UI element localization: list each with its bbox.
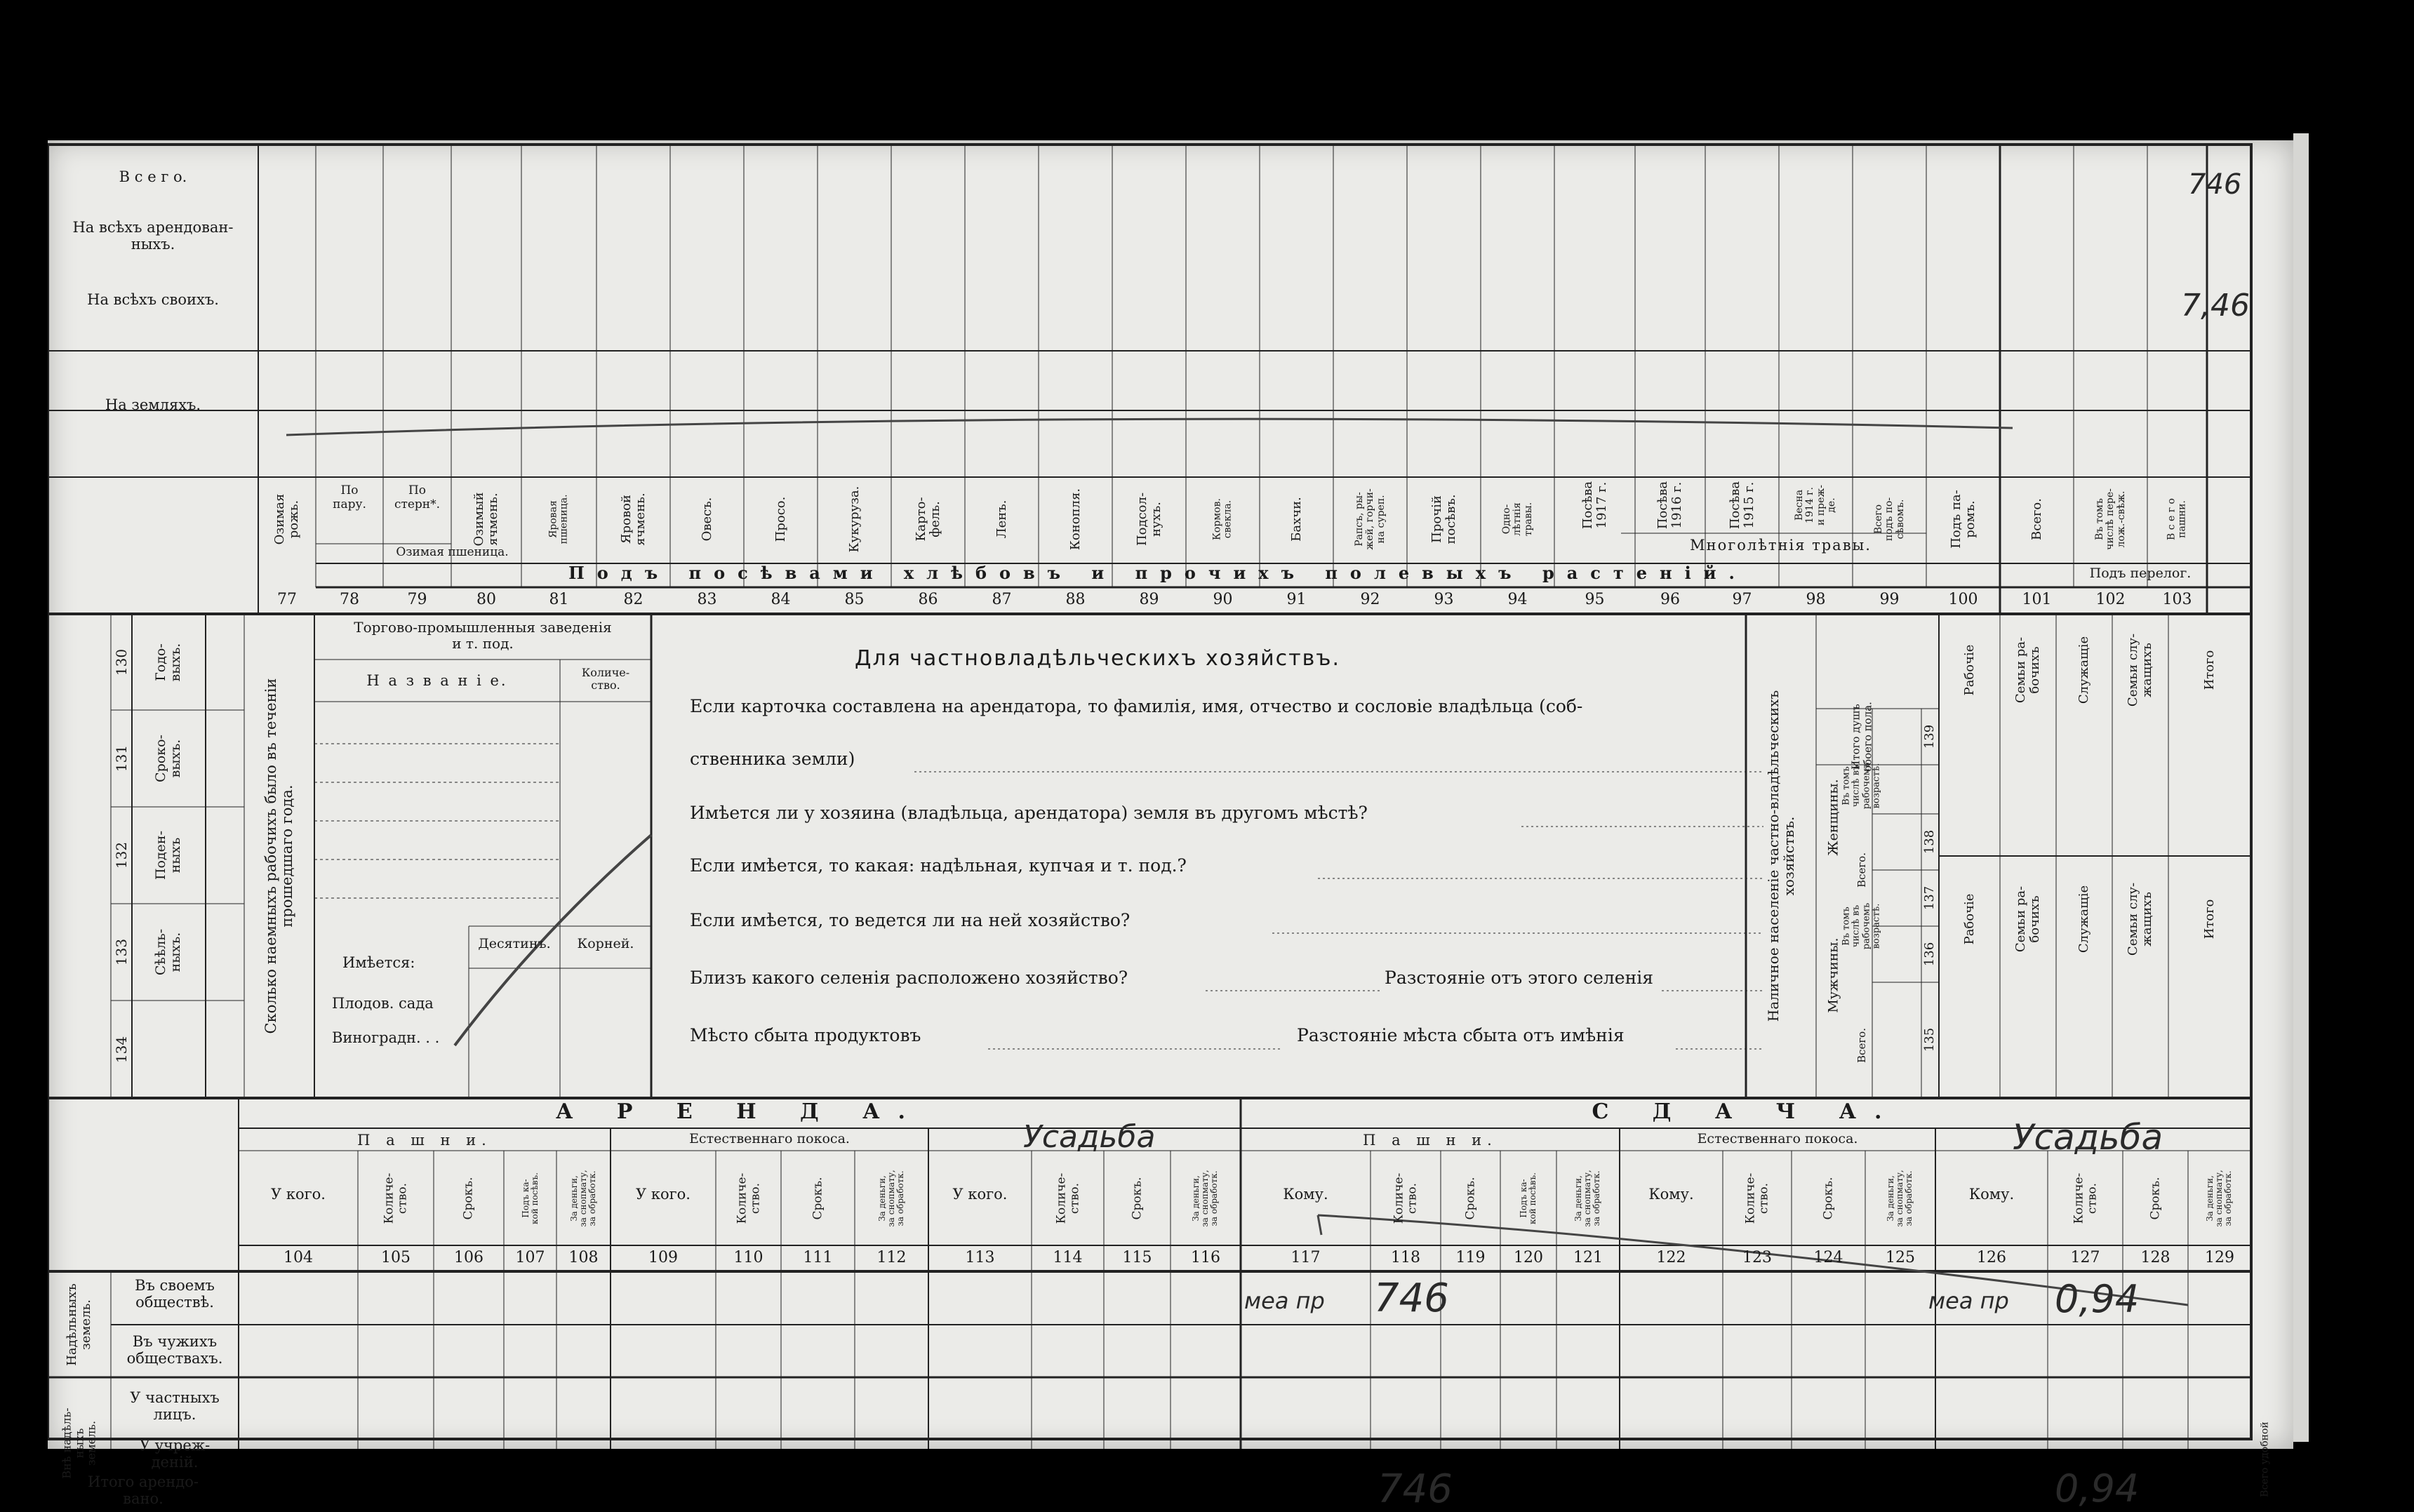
question-other-land: Имѣется ли у хозяина (владѣльца, арендатора) земля въ другомъ мѣстѣ? bbox=[690, 803, 1368, 823]
top-col-number-91: 91 bbox=[1286, 591, 1307, 608]
bottom-col-number-128: 128 bbox=[2140, 1249, 2170, 1266]
bottom-col-number-108: 108 bbox=[568, 1249, 599, 1266]
top-col-number-103: 103 bbox=[2162, 591, 2192, 608]
bottom-col-number-104: 104 bbox=[284, 1249, 313, 1266]
trade-header: Торгово-промышленныя заведенія и т. под. bbox=[354, 619, 612, 652]
staff-col-bottom-2: Служащіе bbox=[2076, 885, 2092, 954]
top-col-header-95: Посѣва 1917 г. bbox=[1580, 481, 1609, 530]
sdacha-pokos: Естественнаго покоса. bbox=[1697, 1131, 1858, 1146]
hand-total-746: 746 bbox=[2188, 168, 2242, 201]
bottom-col-number-122: 122 bbox=[1656, 1249, 1686, 1266]
vineyard-label: Виноградн. . . bbox=[332, 1029, 440, 1046]
top-col-number-90: 90 bbox=[1213, 591, 1233, 608]
vne-group-label: Внѣ надѣль- ныхъ земель. bbox=[60, 1407, 98, 1479]
row-own-society: Въ своемъ обществѣ. bbox=[135, 1277, 215, 1311]
arenda-pashni: П а ш н и. bbox=[357, 1132, 492, 1149]
has-label: Имѣется: bbox=[342, 954, 415, 971]
crops-band: Подъ посѣвами хлѣбовъ и прочихъ полевыхъ растеній. bbox=[568, 563, 1747, 583]
census-card bbox=[48, 140, 2293, 1512]
hired-col-label-132: Поден- ныхъ bbox=[153, 830, 183, 881]
bottom-col-header-106: Срокъ. bbox=[461, 1177, 476, 1220]
row-label-total: В с е г о. bbox=[119, 168, 187, 185]
top-col-header-86: Карто- фель. bbox=[913, 497, 942, 542]
bottom-col-header-128: Срокъ. bbox=[2148, 1177, 2163, 1220]
row-label-rented: На всѣхъ арендован- ныхъ. bbox=[72, 219, 234, 253]
qty-header: Количе- ство. bbox=[581, 666, 630, 693]
population-number-137: 137 bbox=[1922, 885, 1938, 911]
hired-col-number-133: 133 bbox=[113, 938, 130, 966]
roots-header: Корней. bbox=[577, 936, 634, 951]
top-col-header-91: Бахчи. bbox=[1288, 497, 1304, 542]
women-total-label: Всего. bbox=[1855, 852, 1868, 888]
page-edge bbox=[2293, 133, 2309, 1442]
hired-col-number-130: 130 bbox=[113, 648, 130, 676]
staff-col-top-1: Семьи ра- бочихъ bbox=[2013, 636, 2042, 704]
population-number-136: 136 bbox=[1922, 942, 1938, 967]
staff-col-top-3: Семьи слу- жащихъ bbox=[2126, 633, 2154, 707]
staff-col-top-0: Рабочіе bbox=[1961, 644, 1977, 696]
top-col-number-79: 79 bbox=[407, 591, 427, 608]
men-label: Мужчины. bbox=[1825, 937, 1841, 1013]
row-label-own: На всѣхъ своихъ. bbox=[87, 291, 219, 308]
question-land-type: Если имѣется, то какая: надѣльная, купчая и т. под.? bbox=[690, 855, 1187, 876]
bottom-col-header-117: Кому. bbox=[1283, 1186, 1328, 1203]
bottom-col-number-107: 107 bbox=[515, 1249, 545, 1266]
top-col-number-92: 92 bbox=[1360, 591, 1380, 608]
bottom-col-header-124: Срокъ. bbox=[1821, 1177, 1836, 1220]
row-institutions: У учреж- деній. bbox=[139, 1437, 211, 1471]
top-col-header-77: Озимая рожь. bbox=[272, 493, 301, 545]
bottom-col-number-114: 114 bbox=[1053, 1249, 1083, 1266]
arenda-pokos: Естественнаго покоса. bbox=[689, 1131, 850, 1146]
staff-col-bottom-1: Семьи ра- бочихъ bbox=[2013, 885, 2042, 953]
bottom-col-number-118: 118 bbox=[1391, 1249, 1420, 1266]
top-col-number-85: 85 bbox=[844, 591, 865, 608]
bottom-col-header-120: Подъ ка- кой посѣвъ. bbox=[1518, 1172, 1538, 1224]
top-col-header-102: Въ томъ числѣ пере- лож.-свѣж. bbox=[2093, 488, 2127, 550]
staff-col-bottom-0: Рабочіе bbox=[1961, 893, 1977, 945]
bottom-col-number-121: 121 bbox=[1573, 1249, 1603, 1266]
top-col-header-100: Подъ па- ромъ. bbox=[1948, 490, 1978, 549]
question-owner-line1: Если карточка составлена на арендатора, то фамилія, имя, отчество и сословіе владѣльца (соб- bbox=[690, 696, 1583, 716]
hand-094-row: 0,94 bbox=[2055, 1277, 2140, 1321]
bottom-col-header-123: Количе- ство. bbox=[1743, 1172, 1771, 1224]
question-market: Мѣсто сбыта продуктовъ bbox=[690, 1025, 921, 1045]
top-col-number-93: 93 bbox=[1434, 591, 1454, 608]
row-private-persons: У частныхъ лицъ. bbox=[130, 1389, 220, 1424]
bottom-col-number-119: 119 bbox=[1455, 1249, 1486, 1266]
question-farming: Если имѣется, то ведется ли на ней хозяйство? bbox=[690, 910, 1131, 930]
bottom-col-number-111: 111 bbox=[803, 1249, 833, 1266]
men-working-age-label: Въ томъ числѣ въ рабочемъ возрастѣ. bbox=[1841, 902, 1882, 950]
mnogolet-group-label: Многолѣтнія травы. bbox=[1690, 537, 1872, 554]
hand-746-row: 746 bbox=[1374, 1276, 1449, 1321]
women-working-age-label: Въ томъ числѣ въ рабочемъ возрастѣ. bbox=[1841, 762, 1882, 810]
bottom-col-header-104: У кого. bbox=[271, 1186, 326, 1203]
bottom-col-number-126: 126 bbox=[1977, 1249, 2006, 1266]
top-col-number-80: 80 bbox=[476, 591, 496, 608]
bottom-col-header-122: Кому. bbox=[1648, 1186, 1694, 1203]
top-col-number-88: 88 bbox=[1065, 591, 1086, 608]
hand-usadba-sdacha: Усадьба bbox=[2013, 1117, 2163, 1158]
staff-col-bottom-3: Семьи слу- жащихъ bbox=[2126, 882, 2154, 956]
hand-mea-1: меа пр bbox=[1244, 1287, 1325, 1314]
bottom-col-number-106: 106 bbox=[454, 1249, 484, 1266]
hired-col-label-133: Сѣѣль- ныхъ. bbox=[153, 928, 183, 976]
bottom-col-header-111: Срокъ. bbox=[811, 1177, 825, 1220]
bottom-col-header-126: Кому. bbox=[1968, 1186, 2015, 1203]
top-col-number-83: 83 bbox=[697, 591, 717, 608]
top-col-number-86: 86 bbox=[918, 591, 938, 608]
bottom-col-number-115: 115 bbox=[1122, 1249, 1152, 1266]
bottom-col-number-112: 112 bbox=[876, 1249, 907, 1266]
bottom-col-number-109: 109 bbox=[648, 1249, 678, 1266]
top-col-header-96: Посѣва 1916 г. bbox=[1655, 481, 1684, 530]
top-col-header-97: Посѣва 1915 г. bbox=[1727, 481, 1756, 530]
staff-col-top-2: Служащіе bbox=[2076, 636, 2092, 704]
bottom-col-header-119: Срокъ. bbox=[1463, 1177, 1478, 1220]
sdacha-title: С Д А Ч А. bbox=[1592, 1099, 1900, 1124]
arenda-title: А Р Е Н Д А. bbox=[556, 1099, 923, 1124]
bottom-col-header-116: За деньги, за снопмату, за обработк. bbox=[1191, 1170, 1220, 1227]
bottom-col-number-116: 116 bbox=[1191, 1249, 1220, 1266]
top-col-header-80: Озимый ячмень. bbox=[472, 492, 500, 547]
bottom-col-header-107: Подъ ка- кой посѣвъ. bbox=[520, 1172, 540, 1224]
hand-094-itogo: 0,94 bbox=[2055, 1466, 2140, 1511]
top-col-header-103: В с е г о пашни. bbox=[2166, 498, 2188, 540]
dessiatin-header: Десятинъ. bbox=[478, 936, 551, 951]
top-col-header-101: Всего. bbox=[2029, 498, 2044, 540]
top-col-header-99: Всего подъ по- сѣвомъ. bbox=[1872, 497, 1906, 542]
top-col-number-78: 78 bbox=[340, 591, 359, 608]
top-col-header-89: Подсол- нухъ. bbox=[1134, 492, 1163, 547]
bottom-col-header-105: Количе- ство. bbox=[382, 1172, 409, 1224]
bottom-col-number-129: 129 bbox=[2205, 1249, 2234, 1266]
top-col-number-102: 102 bbox=[2095, 591, 2126, 608]
bottom-col-header-112: За деньги, за снопмату, за обработк. bbox=[876, 1170, 906, 1227]
top-col-header-94: Одно- лѣтнія травы. bbox=[1500, 502, 1534, 537]
bottom-col-header-118: Количе- ство. bbox=[1392, 1172, 1419, 1224]
top-col-number-77: 77 bbox=[277, 591, 297, 608]
top-col-header-92: Рапсъ, ры- жей, горчи- на суреп. bbox=[1353, 488, 1387, 550]
top-col-header-85: Кукуруза. bbox=[846, 486, 862, 553]
workers-question: Сколько наемныхъ рабочихъ было въ теченіи прошедшаго года. bbox=[262, 678, 295, 1034]
orchard-label: Плодов. сада bbox=[332, 995, 434, 1012]
hired-col-number-132: 132 bbox=[113, 841, 130, 869]
top-col-number-101: 101 bbox=[2022, 591, 2052, 608]
hired-col-label-131: Сроко- выхъ. bbox=[153, 735, 183, 782]
top-col-header-88: Конопля. bbox=[1067, 488, 1083, 551]
top-col-header-93: Прочій посѣвъ. bbox=[1429, 494, 1458, 544]
top-col-number-98: 98 bbox=[1806, 591, 1826, 608]
bottom-col-header-129: За деньги, за снопмату, за обработк. bbox=[2205, 1170, 2234, 1227]
question-market-distance: Разстояніе мѣста сбыта отъ имѣнія bbox=[1297, 1025, 1625, 1045]
staff-col-bottom-4: Итого bbox=[2202, 899, 2218, 939]
question-village: Близъ какого селенія расположено хозяйство? bbox=[690, 968, 1128, 988]
top-col-number-100: 100 bbox=[1948, 591, 1978, 608]
top-col-number-97: 97 bbox=[1732, 591, 1752, 608]
hand-746-itogo: 746 bbox=[1378, 1466, 1453, 1512]
bottom-col-header-127: Количе- ство. bbox=[2071, 1172, 2099, 1224]
question-owner-line2: ственника земли) bbox=[690, 749, 855, 769]
name-header: Н а з в а н і е. bbox=[366, 672, 508, 689]
top-col-header-83: Овесъ. bbox=[699, 497, 714, 542]
nadel-group-label: Надѣльныхъ земель. bbox=[65, 1283, 93, 1366]
bottom-col-number-123: 123 bbox=[1742, 1249, 1772, 1266]
bottom-col-header-125: За деньги, за снопмату, за обработк. bbox=[1886, 1170, 1914, 1227]
bottom-col-header-115: Срокъ. bbox=[1130, 1177, 1145, 1220]
question-village-distance: Разстояніе отъ этого селенія bbox=[1385, 968, 1654, 988]
top-col-number-89: 89 bbox=[1139, 591, 1159, 608]
bottom-col-number-127: 127 bbox=[2070, 1249, 2100, 1266]
bottom-col-number-120: 120 bbox=[1514, 1249, 1543, 1266]
top-col-number-99: 99 bbox=[1879, 591, 1900, 608]
top-col-header-81: Яровая пшеница. bbox=[547, 494, 570, 544]
women-label: Женщины. bbox=[1825, 779, 1841, 856]
top-col-number-95: 95 bbox=[1585, 591, 1605, 608]
top-col-header-79: По стерн*. bbox=[394, 483, 441, 511]
bottom-col-number-124: 124 bbox=[1813, 1249, 1843, 1266]
bottom-col-number-110: 110 bbox=[733, 1249, 763, 1266]
hired-col-label-130: Годо- выхъ. bbox=[153, 643, 183, 681]
population-number-138: 138 bbox=[1922, 829, 1938, 855]
edge-note: Всего удобной bbox=[2259, 1421, 2271, 1497]
private-section-title: Для частновладѣльческихъ хозяйствъ. bbox=[855, 646, 1341, 671]
hired-col-number-134: 134 bbox=[113, 1036, 130, 1063]
hired-col-number-131: 131 bbox=[113, 744, 130, 772]
top-col-number-84: 84 bbox=[771, 591, 791, 608]
bottom-col-header-121: За деньги, за снопмату, за обработк. bbox=[1573, 1170, 1602, 1227]
men-total-label: Всего. bbox=[1855, 1028, 1868, 1063]
top-col-number-94: 94 bbox=[1507, 591, 1528, 608]
top-col-header-78: По пару. bbox=[333, 483, 366, 511]
population-number-135: 135 bbox=[1922, 1027, 1938, 1052]
bottom-col-header-114: Количе- ство. bbox=[1053, 1172, 1081, 1224]
hand-mea-2: меа пр bbox=[1928, 1287, 2009, 1314]
bottom-col-header-113: У кого. bbox=[952, 1186, 1008, 1203]
hand-own-746: 7,46 bbox=[2181, 288, 2250, 323]
row-label-on-land: На земляхъ. bbox=[105, 396, 201, 413]
population-label: Наличное населеніе частно-владѣльческихъ хозяйствъ. bbox=[1765, 690, 1797, 1022]
top-col-header-87: Ленъ. bbox=[994, 500, 1009, 539]
bottom-col-header-110: Количе- ство. bbox=[734, 1172, 762, 1224]
row-itogo: Итого арендо- вано. bbox=[88, 1473, 199, 1508]
top-col-header-90: Кормов. свекла. bbox=[1211, 498, 1234, 540]
staff-col-top-4: Итого bbox=[2202, 650, 2218, 690]
bottom-col-number-113: 113 bbox=[965, 1249, 995, 1266]
top-col-header-82: Яровой ячмень. bbox=[618, 493, 648, 546]
perelog-group-label: Подъ перелог. bbox=[2089, 566, 2192, 581]
bottom-col-number-105: 105 bbox=[381, 1249, 411, 1266]
bottom-col-header-108: За деньги, за снопмату, за обработк. bbox=[568, 1170, 598, 1227]
sdacha-pashni: П а ш н и. bbox=[1363, 1132, 1498, 1149]
top-col-number-81: 81 bbox=[549, 591, 569, 608]
ozimaya-group-label: Озимая пшеница. bbox=[396, 545, 509, 559]
row-other-societies: Въ чужихъ обществахъ. bbox=[126, 1333, 223, 1367]
top-col-number-87: 87 bbox=[992, 591, 1012, 608]
top-col-header-98: Весна 1914 г. и преж- де. bbox=[1793, 485, 1837, 526]
bottom-col-number-117: 117 bbox=[1291, 1249, 1321, 1266]
top-col-number-82: 82 bbox=[623, 591, 643, 608]
top-col-number-96: 96 bbox=[1660, 591, 1680, 608]
bottom-col-header-109: У кого. bbox=[636, 1186, 691, 1203]
population-number-139: 139 bbox=[1922, 724, 1938, 749]
hand-usadba-arenda: Усадьба bbox=[1023, 1119, 1156, 1155]
both-sexes-label: Итого душъ обоего пола. bbox=[1849, 702, 1874, 772]
top-col-header-84: Просо. bbox=[773, 496, 788, 542]
bottom-col-number-125: 125 bbox=[1886, 1249, 1915, 1266]
